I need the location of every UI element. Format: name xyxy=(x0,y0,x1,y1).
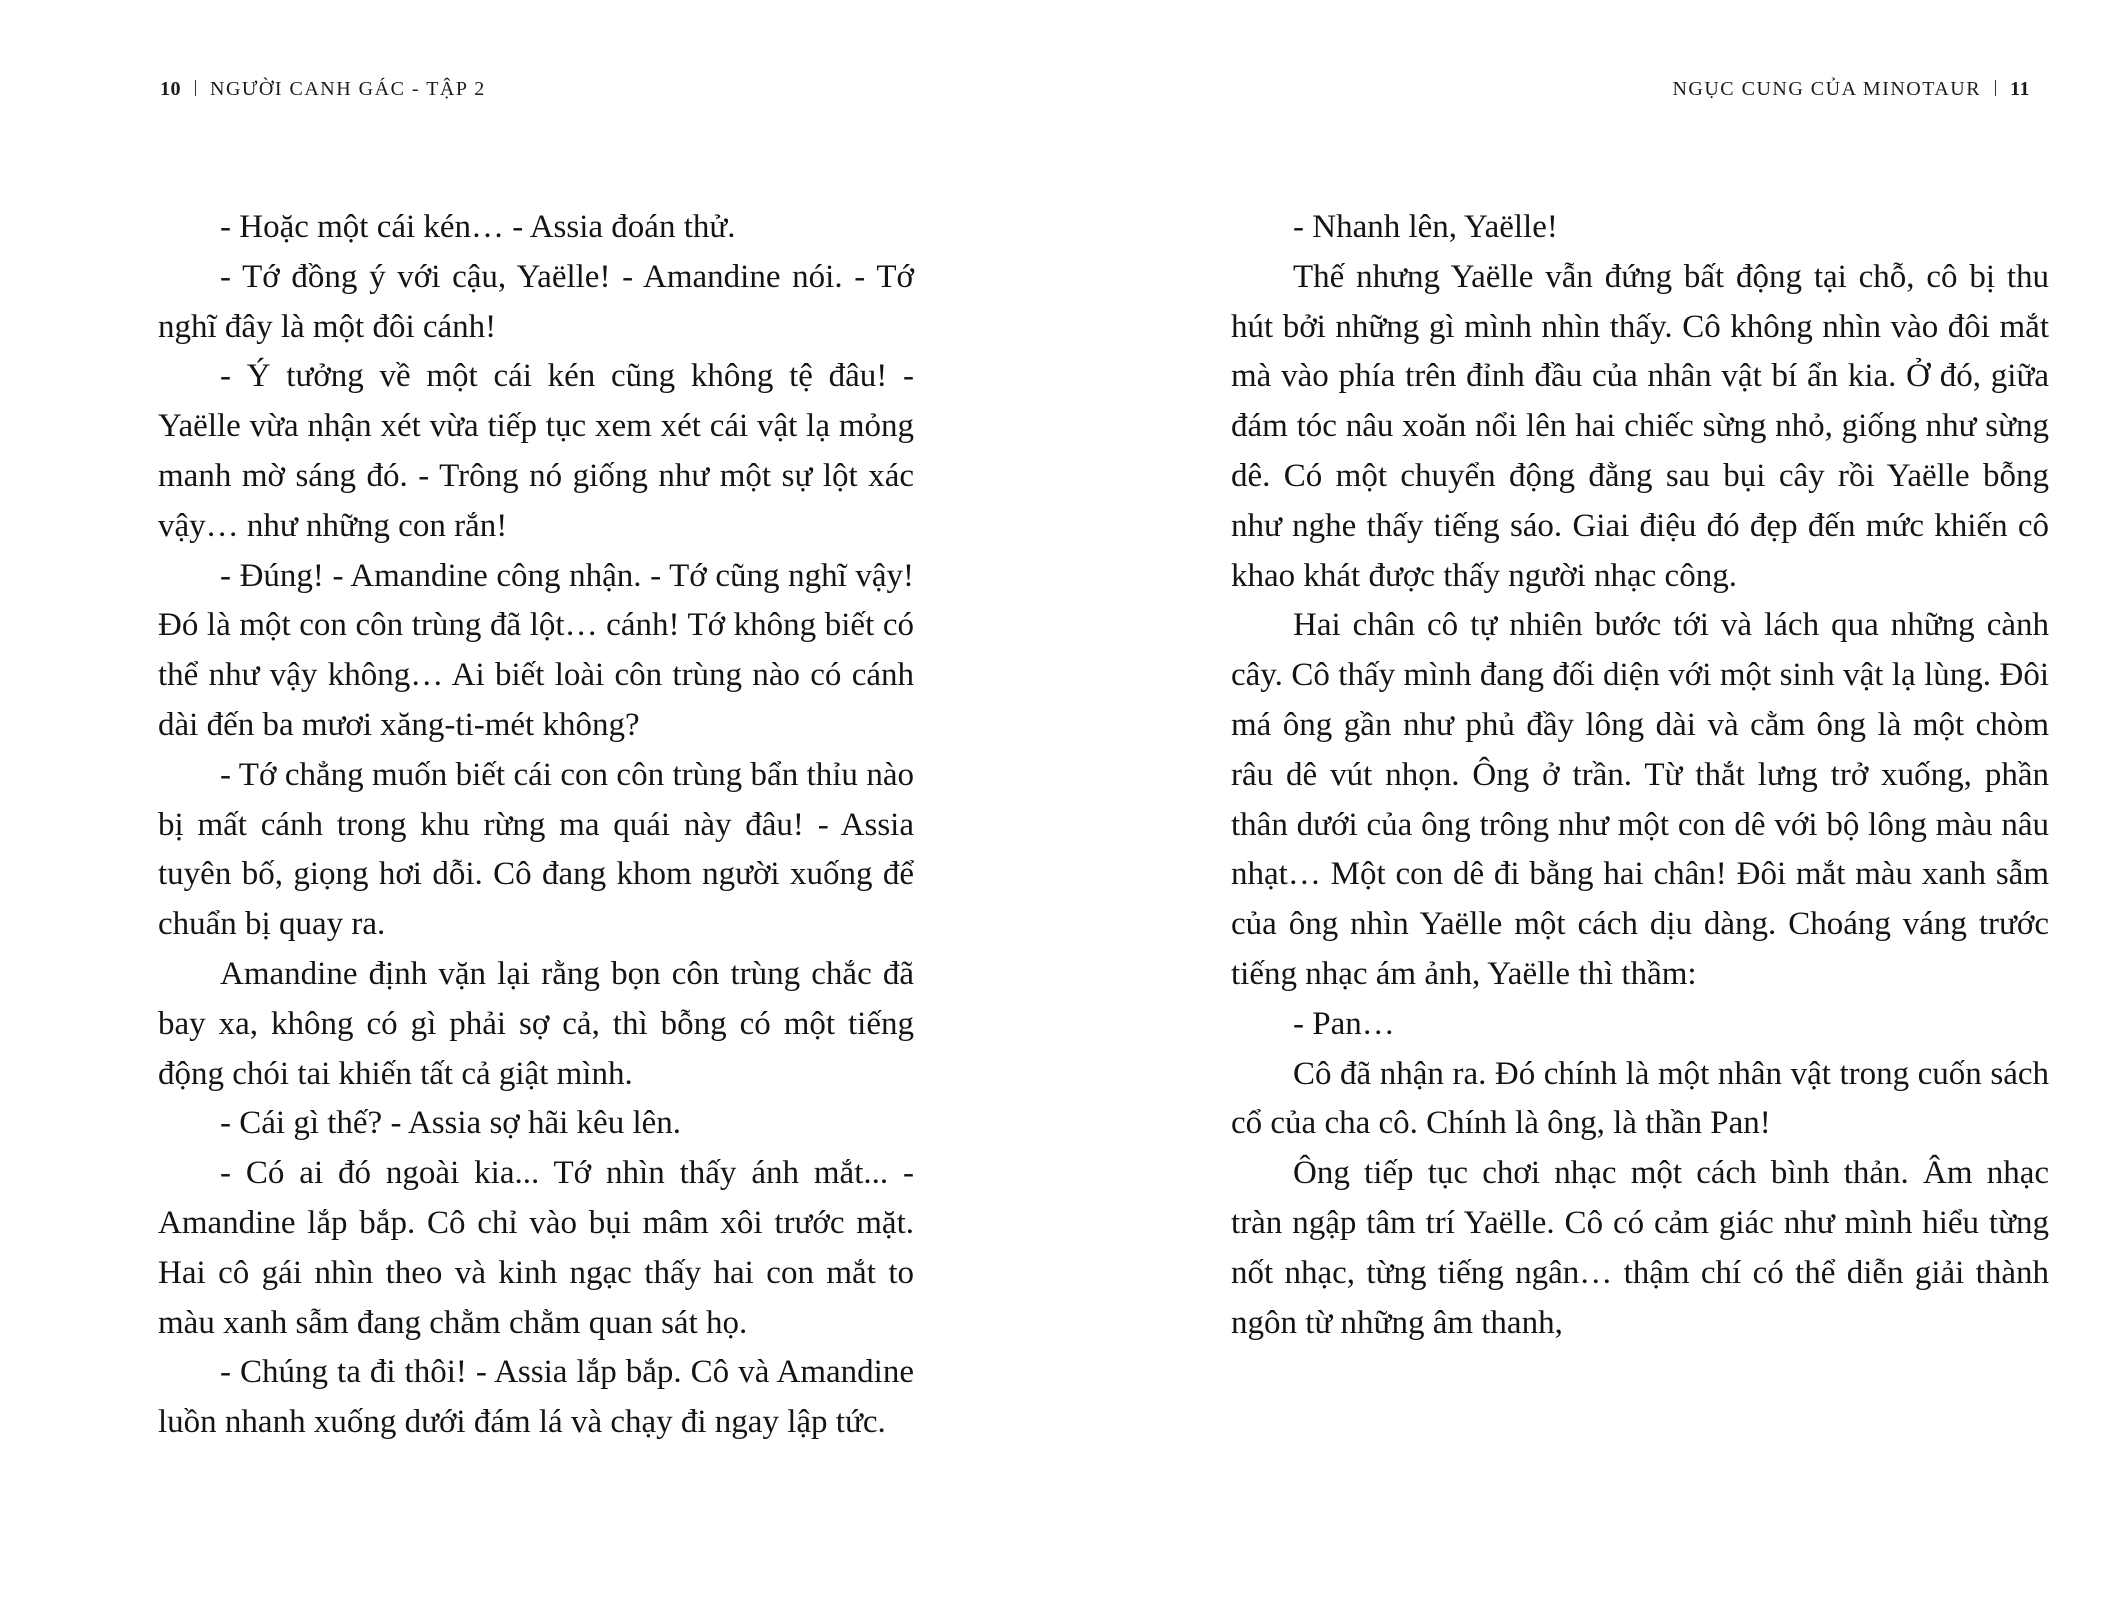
paragraph: - Có ai đó ngoài kia... Tớ nhìn thấy ánh mắt... - Amandine lắp bắp. Cô chỉ vào bụi mâm xôi trước mặt. Hai cô gái nhìn theo và kinh ngạc thấy hai con mắt to màu xanh sẫm đang chằm chằm quan sát họ. xyxy=(158,1155,914,1341)
paragraph: Amandine định vặn lại rằng bọn côn trùng chắc đã bay xa, không có gì phải sợ cả, thì bỗng có một tiếng động chói tai khiến tất cả giật mình. xyxy=(158,955,914,1092)
right-page xyxy=(1063,0,2126,1615)
right-running-title: NGỤC CUNG CỦA MINOTAUR xyxy=(1672,78,1982,100)
left-running-head xyxy=(160,78,486,101)
paragraph: - Đúng! - Amandine công nhận. - Tớ cũng nghĩ vậy! Đó là một con côn trùng đã lột… cánh! Tớ không biết có thể như vậy không… Ai biết loài côn trùng nào có cánh dài đến ba mươi xăng-ti-mét không? xyxy=(158,557,914,743)
paragraph: Thế nhưng Yaëlle vẫn đứng bất động tại chỗ, cô bị thu hút bởi những gì mình nhìn thấy. Cô không nhìn vào đôi mắt mà vào phía trên đỉnh đầu của nhân vật bí ẩn kia. Ở đó, giữa đám tóc nâu xoăn nổi lên hai chiếc sừng nhỏ, giống như sừng dê. Có một chuyển động đằng sau bụi cây rồi Yaëlle bỗng như nghe thấy tiếng sáo. Giai điệu đó đẹp đến mức khiến cô khao khát được thấy người nhạc công. xyxy=(1231,258,2049,594)
paragraph: - Tớ chẳng muốn biết cái con côn trùng bẩn thỉu nào bị mất cánh trong khu rừng ma quái này đâu! - Assia tuyên bố, giọng hơi dỗi. Cô đang khom người xuống để chuẩn bị quay ra. xyxy=(158,756,914,943)
right-page-number: 11 xyxy=(2010,78,2030,100)
paragraph: Ông tiếp tục chơi nhạc một cách bình thản. Âm nhạc tràn ngập tâm trí Yaëlle. Cô có cảm giác như mình hiểu từng nốt nhạc, từng tiếng ngân… thậm chí có thể diễn giải thành ngôn từ những âm thanh, xyxy=(1231,1155,2049,1341)
paragraph: - Ý tưởng về một cái kén cũng không tệ đâu! - Yaëlle vừa nhận xét vừa tiếp tục xem xét cái vật lạ mỏng manh mờ sáng đó. - Trông nó giống như một sự lột xác vậy… như những con rắn! xyxy=(158,358,914,544)
left-body-text xyxy=(158,203,914,1448)
right-body-text xyxy=(1231,203,2049,1348)
paragraph: - Tớ đồng ý với cậu, Yaëlle! - Amandine nói. - Tớ nghĩ đây là một đôi cánh! xyxy=(158,258,914,345)
paragraph: - Pan… xyxy=(1293,1005,1395,1042)
right-running-head xyxy=(1672,78,2030,101)
paragraph: - Hoặc một cái kén… - Assia đoán thử. xyxy=(220,209,736,245)
paragraph: Cô đã nhận ra. Đó chính là một nhân vật trong cuốn sách cổ của cha cô. Chính là ông, là thần Pan! xyxy=(1231,1055,2049,1142)
left-running-title: NGƯỜI CANH GÁC - TẬP 2 xyxy=(210,78,486,100)
header-divider xyxy=(1995,80,1996,96)
paragraph: - Cái gì thế? - Assia sợ hãi kêu lên. xyxy=(220,1105,682,1142)
paragraph: Hai chân cô tự nhiên bước tới và lách qua những cành cây. Cô thấy mình đang đối diện với một sinh vật lạ lùng. Đôi má ông gần như phủ đầy lông dài và cằm ông là một chòm râu dê vút nhọn. Ông ở trần. Từ thắt lưng trở xuống, phần thân dưới của ông trông như một con dê với bộ lông màu nâu nhạt… Một con dê đi bằng hai chân! Đôi mắt màu xanh sẫm của ông nhìn Yaëlle một cách dịu dàng. Choáng váng trước tiếng nhạc ám ảnh, Yaëlle thì thầm: xyxy=(1231,607,2049,992)
left-page-number: 10 xyxy=(160,78,181,100)
header-divider xyxy=(195,80,196,96)
paragraph: - Nhanh lên, Yaëlle! xyxy=(1293,209,1558,245)
paragraph: - Chúng ta đi thôi! - Assia lắp bắp. Cô và Amandine luồn nhanh xuống dưới đám lá và chạy đi ngay lập tức. xyxy=(158,1354,914,1441)
